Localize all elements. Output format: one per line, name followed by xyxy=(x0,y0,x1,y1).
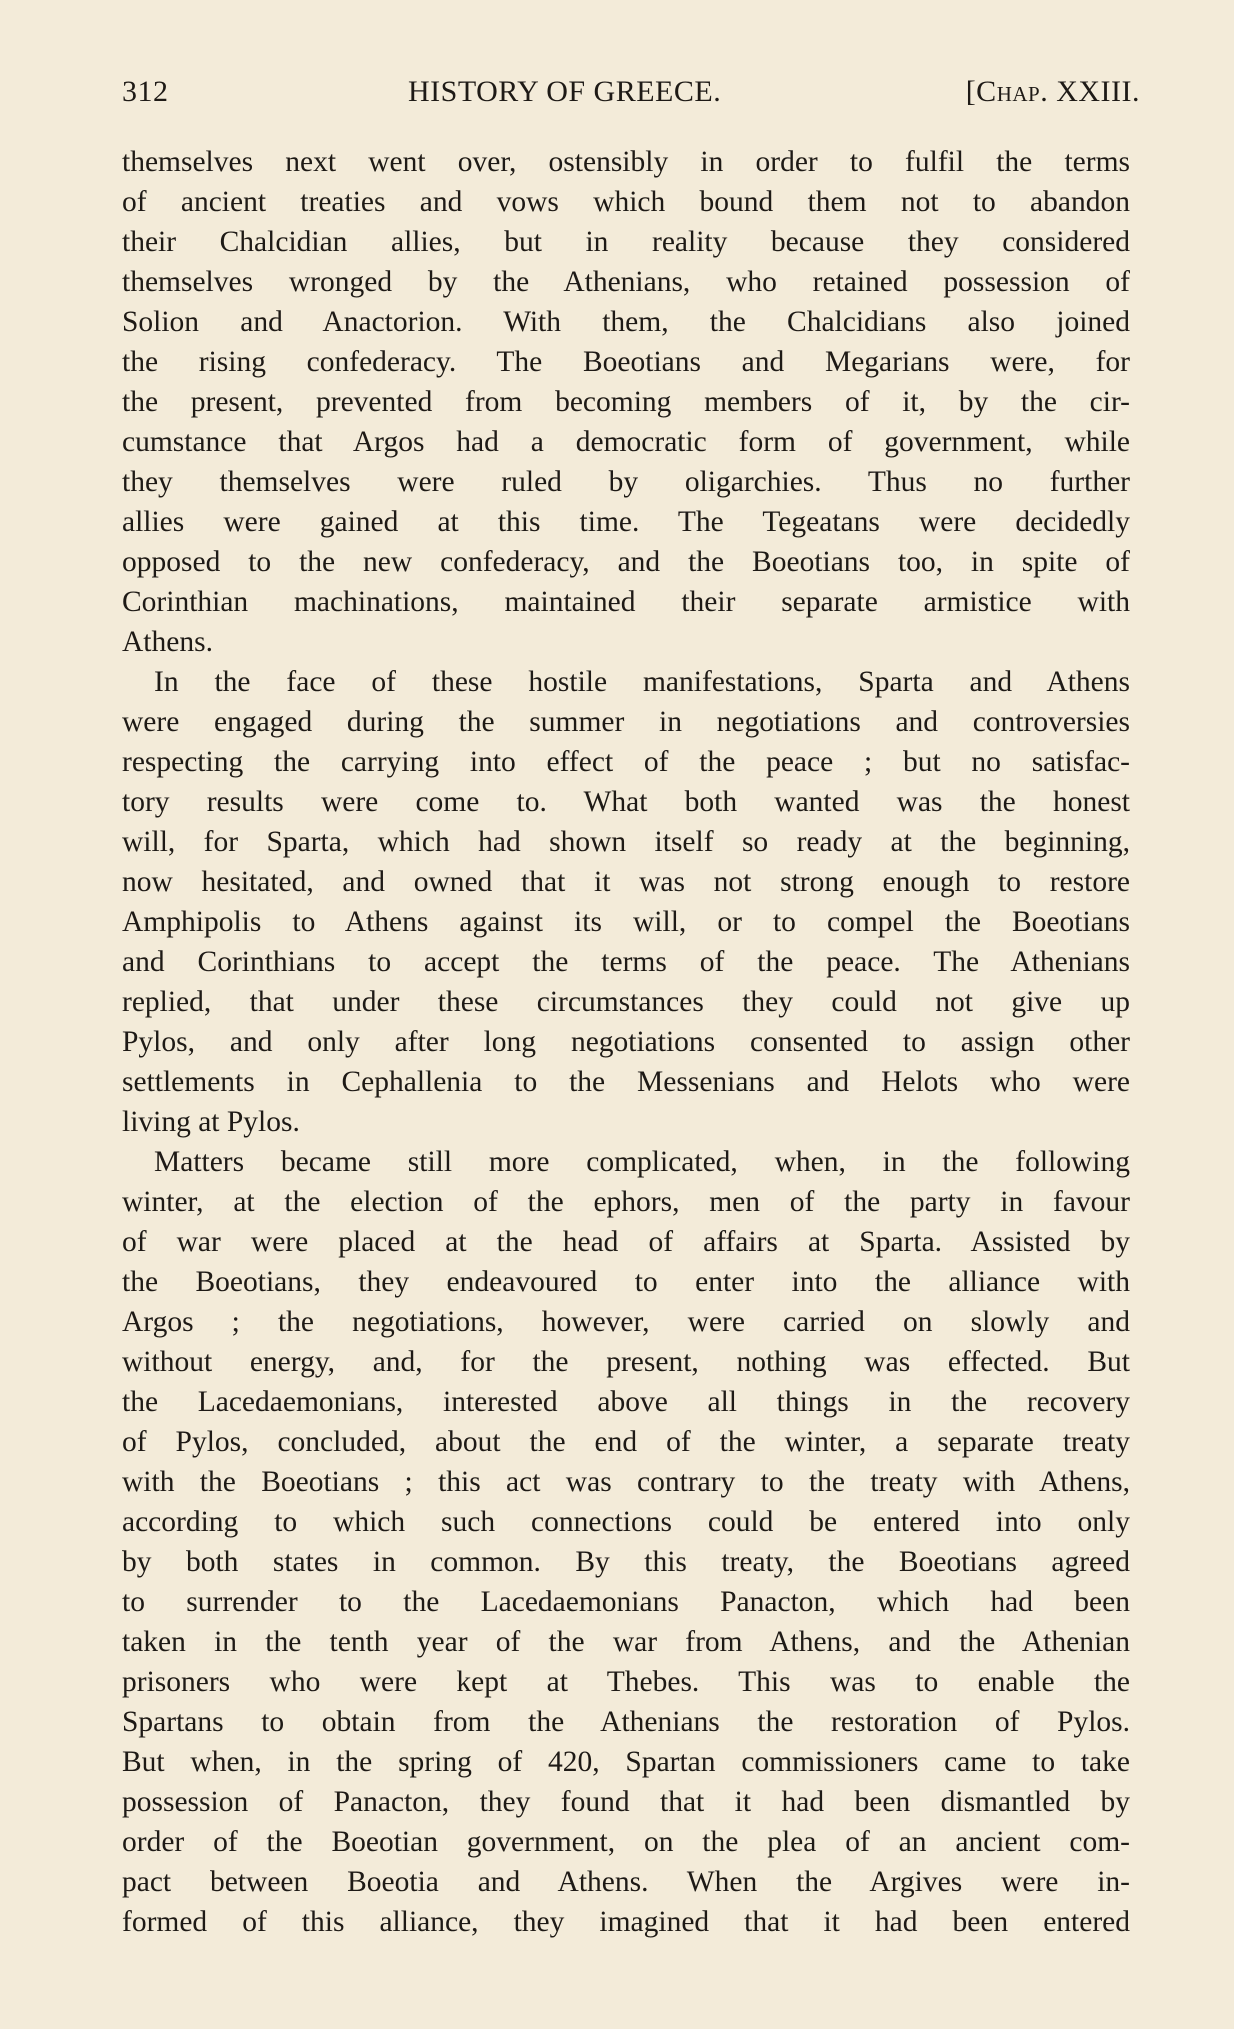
text-line: Pylos, and only after long negotiations consented to assign other xyxy=(122,1026,1130,1058)
text-line: to surrender to the Lacedaemonians Panacton, which had been xyxy=(122,1586,1130,1618)
text-line: now hesitated, and owned that it was not strong enough to restore xyxy=(122,866,1130,898)
page-number: 312 xyxy=(122,75,169,108)
paragraph-start-line: Matters became still more complicated, when, in the following xyxy=(154,1146,1130,1178)
text-line: of Pylos, concluded, about the end of the winter, a separate treaty xyxy=(122,1426,1130,1458)
text-line: settlements in Cephallenia to the Messenians and Helots who were xyxy=(122,1066,1130,1098)
chapter-reference: [Chap. XXIII. xyxy=(965,75,1140,108)
text-line: Spartans to obtain from the Athenians the restoration of Pylos. xyxy=(122,1706,1130,1738)
text-line: by both states in common. By this treaty, the Boeotians agreed xyxy=(122,1546,1130,1578)
text-line: were engaged during the summer in negotiations and controversies xyxy=(122,706,1130,738)
text-line: themselves wronged by the Athenians, who retained possession of xyxy=(122,266,1130,298)
text-line: prisoners who were kept at Thebes. This was to enable the xyxy=(122,1666,1130,1698)
text-line: will, for Sparta, which had shown itself so ready at the beginning, xyxy=(122,826,1130,858)
running-title: HISTORY OF GREECE. xyxy=(408,75,722,108)
text-line: replied, that under these circumstances they could not give up xyxy=(122,986,1130,1018)
text-line: of ancient treaties and vows which bound them not to abandon xyxy=(122,186,1130,218)
text-line: winter, at the election of the ephors, men of the party in favour xyxy=(122,1186,1130,1218)
text-line: pact between Boeotia and Athens. When the Argives were in- xyxy=(122,1866,1130,1898)
text-line: Corinthian machinations, maintained their separate armistice with xyxy=(122,586,1130,618)
text-line: of war were placed at the head of affairs at Sparta. Assisted by xyxy=(122,1226,1130,1258)
text-line: possession of Panacton, they found that it had been dismantled by xyxy=(122,1786,1130,1818)
text-line: the rising confederacy. The Boeotians and Megarians were, for xyxy=(122,346,1130,378)
text-line: respecting the carrying into effect of the peace ; but no satisfac- xyxy=(122,746,1130,778)
paragraph-end-line: Athens. xyxy=(122,626,213,658)
body-text xyxy=(122,142,1130,1942)
text-line: Amphipolis to Athens against its will, or to compel the Boeotians xyxy=(122,906,1130,938)
text-line: allies were gained at this time. The Tegeatans were decidedly xyxy=(122,506,1130,538)
text-line: they themselves were ruled by oligarchies. Thus no further xyxy=(122,466,1130,498)
text-line: the Lacedaemonians, interested above all things in the recovery xyxy=(122,1386,1130,1418)
paragraph-start-line: In the face of these hostile manifestations, Sparta and Athens xyxy=(154,666,1130,698)
text-line: opposed to the new confederacy, and the Boeotians too, in spite of xyxy=(122,546,1130,578)
text-line: with the Boeotians ; this act was contrary to the treaty with Athens, xyxy=(122,1466,1130,1498)
text-line: themselves next went over, ostensibly in order to fulfil the terms xyxy=(122,146,1130,178)
text-line: Argos ; the negotiations, however, were carried on slowly and xyxy=(122,1306,1130,1338)
text-line: tory results were come to. What both wanted was the honest xyxy=(122,786,1130,818)
text-line: and Corinthians to accept the terms of the peace. The Athenians xyxy=(122,946,1130,978)
text-line: taken in the tenth year of the war from Athens, and the Athenian xyxy=(122,1626,1130,1658)
text-line: without energy, and, for the present, nothing was effected. But xyxy=(122,1346,1130,1378)
text-line: according to which such connections could be entered into only xyxy=(122,1506,1130,1538)
text-line: formed of this alliance, they imagined that it had been entered xyxy=(122,1906,1130,1938)
text-line: But when, in the spring of 420, Spartan commissioners came to take xyxy=(122,1746,1130,1778)
text-line: the present, prevented from becoming members of it, by the cir- xyxy=(122,386,1130,418)
text-line: cumstance that Argos had a democratic form of government, while xyxy=(122,426,1130,458)
text-line: the Boeotians, they endeavoured to enter into the alliance with xyxy=(122,1266,1130,1298)
text-line: order of the Boeotian government, on the plea of an ancient com- xyxy=(122,1826,1130,1858)
running-head xyxy=(122,70,1140,114)
paragraph-end-line: living at Pylos. xyxy=(122,1106,300,1138)
text-line: their Chalcidian allies, but in reality because they considered xyxy=(122,226,1130,258)
text-line: Solion and Anactorion. With them, the Chalcidians also joined xyxy=(122,306,1130,338)
